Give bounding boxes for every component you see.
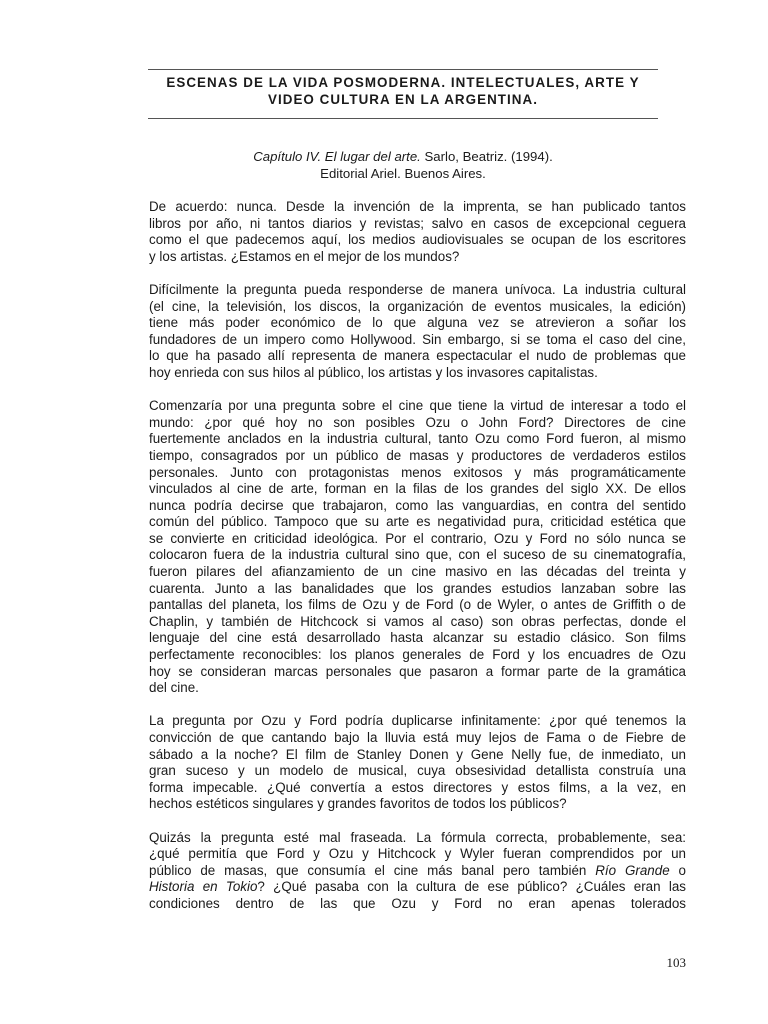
text-line: hoy se consideran marcas personales que pasaron a formar parte de la gramática [149, 663, 686, 679]
citation [148, 148, 658, 182]
text-line: La pregunta por Ozu y Ford podría duplicarse infinitamente: ¿por qué tenemos la [149, 713, 686, 729]
paragraph-3 [149, 398, 686, 697]
text-line: del cine. [149, 680, 199, 696]
text-fragment: público de masas, que consumía el cine más banal pero también [149, 862, 596, 878]
text-line: perfectamente reconocibles: los planos generales de Ford y los encuadres de Ozu [149, 647, 686, 663]
text-line: personales. Junto con protagonistas menos exitosos y más programáticamente [149, 464, 686, 480]
text-line: se convierte en criticidad ideológica. Por el contrario, Ozu y Ford no sólo nunca se [149, 530, 686, 546]
text-line: tiempo, consagrados por un público de masas y productores de verdaderos estilos [149, 447, 686, 463]
text-line: pantallas del planeta, los films de Ozu y de Ford (o de Wyler, o antes de Griffith o de [149, 597, 686, 613]
text-fragment: ? ¿Qué pasaba con la cultura de ese público? ¿Cuáles eran las [257, 879, 686, 895]
page-title [148, 74, 658, 108]
citation-publisher: Editorial Ariel. Buenos Aires. [320, 166, 486, 181]
text-line: hechos estéticos singulares y grandes favoritos de todos los públicos? [149, 796, 567, 812]
text-fragment: o [669, 862, 687, 878]
text-line: forma impecable. ¿Qué convertía a estos directores y estos films, a la vez, en [149, 779, 686, 795]
text-line: nunca podría decirse que trabajaron, como las vanguardias, en contra del sentido [149, 497, 686, 513]
text-line: convicción de que cantando bajo la lluvia está muy lejos de Fama o de Fiebre de [149, 730, 686, 745]
title-line-1: ESCENAS DE LA VIDA POSMODERNA. INTELECTUALES, ARTE Y [166, 75, 640, 90]
citation-author-year: Sarlo, Beatriz. (1994). [420, 149, 553, 164]
text-line: como el que padecemos aquí, los medios audiovisuales se ocupan de los escritores [149, 232, 686, 248]
text-line: Quizás la pregunta esté mal fraseada. La fórmula correcta, probablemente, sea: [149, 829, 686, 845]
text-line: ¿qué permitía que Ford y Ozu y Hitchcock y Wyler fueran comprendidos por un [149, 846, 686, 862]
text-line [149, 863, 686, 880]
text-line: gran suceso y un modelo de musical, cuya obsesividad detallista construía una [149, 763, 686, 779]
text-line: y los artistas. ¿Estamos en el mejor de los mundos? [149, 248, 460, 264]
text-line: fuertemente anclados en la industria cultural, tanto Ozu como Ford fueron, al mismo [149, 431, 686, 447]
text-line: De acuerdo: nunca. Desde la invención de la imprenta, se han publicado tantos [149, 199, 686, 214]
film-title-historia-en-tokio: Historia en Tokio [149, 879, 258, 895]
text-line: Chaplin, y también de Hitchcock si vamos al caso) son obras perfectas, donde el [149, 613, 686, 629]
paragraph-1 [149, 199, 686, 265]
paragraph-5 [149, 830, 686, 913]
text-line: fueron pilares del afianzamiento de un cine masivo en las décadas del treinta y [149, 564, 686, 580]
text-line: lo que ha pasado allí representa de manera espectacular el nudo de problemas que [149, 348, 686, 364]
text-line: mundo: ¿por qué hoy no son posibles Ozu o John Ford? Directores de cine [149, 414, 686, 430]
title-bottom-rule [148, 118, 658, 119]
text-line: fundadores de un impero como Hollywood. Sin embargo, si se toma el caso del cine, [149, 331, 686, 347]
text-line: (el cine, la televisión, los discos, la organización de eventos musicales, la edición) [149, 298, 686, 314]
body-text [149, 199, 686, 929]
text-line: lenguaje del cine está desarrollado hasta alcanzar su estadio clásico. Son films [149, 630, 686, 646]
title-top-rule [148, 69, 658, 70]
film-title-rio-grande: Río Grande [595, 862, 670, 878]
text-line: vinculados al cine de arte, forman en la filas de los grandes del siglo XX. De ellos [149, 481, 686, 497]
paragraph-2 [149, 282, 686, 382]
text-line: sábado a la noche? El film de Stanley Donen y Gene Nelly fue, de inmediato, un [149, 746, 686, 762]
text-line: condiciones dentro de las que Ozu y Ford no eran apenas tolerados [149, 895, 686, 911]
text-line: hoy enrieda con sus hilos al público, los artistas y los invasores capitalistas. [149, 364, 598, 380]
text-line: colocaron fuera de la industria cultural sino que, con el suceso de su cinematografía, [149, 547, 686, 563]
text-line [149, 879, 686, 896]
page-number: 103 [666, 955, 686, 970]
text-line: Comenzaría por una pregunta sobre el cine que tiene la virtud de interesar a todo el [149, 398, 686, 414]
text-line: común del público. Tampoco que su arte es negatividad pura, criticidad estética que [149, 514, 686, 530]
text-line: tiene más poder económico de lo que alguna vez se atrevieron a soñar los [149, 315, 686, 331]
text-line: cuarenta. Junto a las banalidades que los grandes estudios lanzaban sobre las [149, 580, 686, 596]
text-line: libros por año, ni tantos diarios y revistas; salvo en casos de excepcional ceguera [149, 215, 686, 231]
paragraph-4 [149, 713, 686, 813]
citation-chapter: Capítulo IV. El lugar del arte. [253, 149, 421, 164]
title-line-2: VIDEO CULTURA EN LA ARGENTINA. [267, 92, 539, 107]
text-line: Difícilmente la pregunta pueda responderse de manera unívoca. La industria cultural [149, 281, 686, 297]
